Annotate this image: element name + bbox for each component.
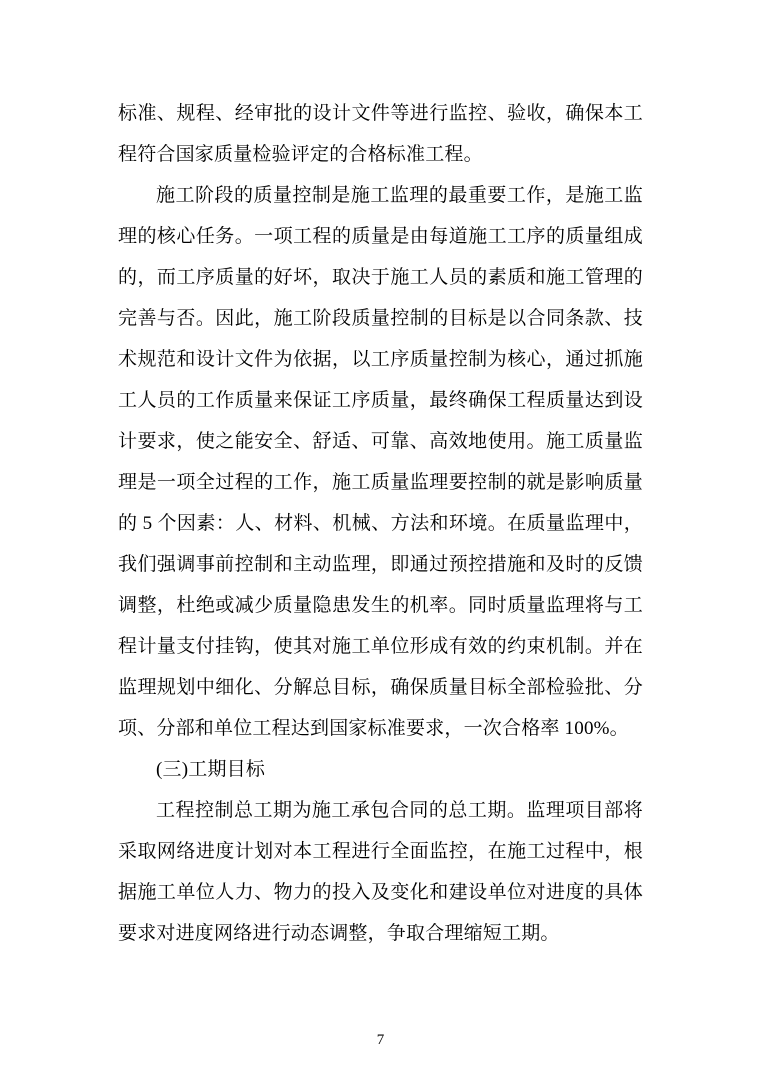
text-body <box>118 93 643 954</box>
text-line: 工程控制总工期为施工承包合同的总工期。监理项目部将 <box>156 800 643 821</box>
text-line: 计要求，使之能安全、舒适、可靠、高效地使用。施工质量监 <box>118 431 643 452</box>
text-line: 要求对进度网络进行动态调整，争取合理缩短工期。 <box>118 923 560 944</box>
text-line: 理的核心任务。一项工程的质量是由每道施工工序的质量组成 <box>118 226 643 247</box>
text-line: 工人员的工作质量来保证工序质量，最终确保工程质量达到设 <box>118 390 643 411</box>
text-line: 标准、规程、经审批的设计文件等进行监控、验收，确保本工 <box>118 103 643 124</box>
text-line: 我们强调事前控制和主动监理，即通过预控措施和及时的反馈 <box>118 554 643 575</box>
text-line: 施工阶段的质量控制是施工监理的最重要工作，是施工监 <box>156 185 643 206</box>
text-line: 的 5 个因素：人、材料、机械、方法和环境。在质量监理中， <box>118 513 643 534</box>
page-number-footer: 7 <box>376 1032 385 1048</box>
text-line: 术规范和设计文件为依据，以工序质量控制为核心，通过抓施 <box>118 349 643 370</box>
text-line: 的，而工序质量的好坏，取决于施工人员的素质和施工管理的 <box>118 267 643 288</box>
text-line: 据施工单位人力、物力的投入及变化和建设单位对进度的具体 <box>118 882 643 903</box>
text-line: 监理规划中细化、分解总目标，确保质量目标全部检验批、分 <box>118 677 643 698</box>
text-line: 调整，杜绝或减少质量隐患发生的机率。同时质量监理将与工 <box>118 595 643 616</box>
text-line: 程符合国家质量检验评定的合格标准工程。 <box>118 144 483 165</box>
text-line: 完善与否。因此，施工阶段质量控制的目标是以合同条款、技 <box>118 308 643 329</box>
text-line: 程计量支付挂钩，使其对施工单位形成有效的约束机制。并在 <box>118 636 643 657</box>
text-line: 采取网络进度计划对本工程进行全面监控，在施工过程中，根 <box>118 841 643 862</box>
section-heading: (三)工期目标 <box>156 759 266 780</box>
text-line: 理是一项全过程的工作，施工质量监理要控制的就是影响质量 <box>118 472 643 493</box>
text-line: 项、分部和单位工程达到国家标准要求，一次合格率 100%。 <box>118 718 629 739</box>
